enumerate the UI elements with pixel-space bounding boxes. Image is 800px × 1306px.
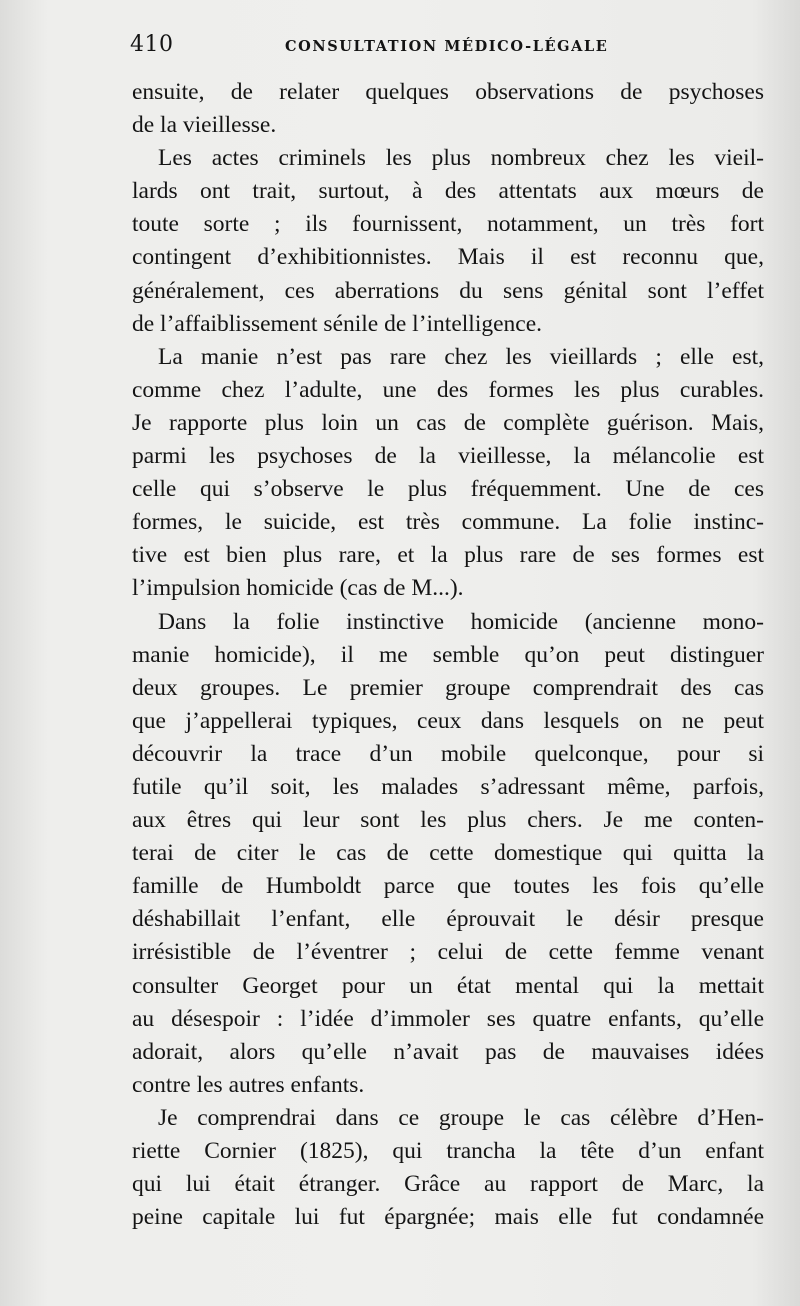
text-line: toute sorte ; ils fournissent, notamment, un très fort xyxy=(132,211,764,238)
text-line: que j’appellerai typiques, ceux dans lesquels on ne peut xyxy=(132,707,764,734)
text-line: qui lui était étranger. Grâce au rapport de Marc, la xyxy=(132,1171,764,1198)
text-line: Dans la folie instinctive homicide (ancienne mono- xyxy=(158,608,764,635)
text-line: généralement, ces aberrations du sens génital sont l’effet xyxy=(132,277,764,304)
text-line: de la vieillesse. xyxy=(132,112,277,139)
text-line: l’impulsion homicide (cas de M...). xyxy=(132,575,464,602)
page-number: 410 xyxy=(130,32,174,57)
text-line: aux êtres qui leur sont les plus chers. Je me conten- xyxy=(132,807,764,834)
text-line: découvrir la trace d’un mobile quelconque, pour si xyxy=(132,740,764,767)
text-line: futile qu’il soit, les malades s’adressant même, parfois, xyxy=(132,773,764,800)
text-line: ensuite, de relater quelques observations de psychoses xyxy=(132,79,764,105)
text-line: contre les autres enfants. xyxy=(132,1071,365,1098)
text-line: tive est bien plus rare, et la plus rare de ses formes est xyxy=(132,542,764,569)
text-line: parmi les psychoses de la vieillesse, la mélancolie est xyxy=(132,443,764,470)
text-line: lards ont trait, surtout, à des attentats aux mœurs de xyxy=(132,178,764,205)
text-line: comme chez l’adulte, une des formes les plus curables. xyxy=(132,376,764,403)
body-text xyxy=(132,76,764,1234)
text-line: peine capitale lui fut épargnée; mais elle fut condamnée xyxy=(132,1204,764,1231)
text-line: adorait, alors qu’elle n’avait pas de mauvaises idées xyxy=(132,1038,764,1065)
text-line: celle qui s’observe le plus fréquemment. Une de ces xyxy=(132,476,764,503)
text-line: formes, le suicide, est très commune. La folie instinc- xyxy=(132,509,764,536)
text-line: irrésistible de l’éventrer ; celui de cette femme venant xyxy=(132,939,764,966)
text-line: Je comprendrai dans ce groupe le cas célèbre d’Hen- xyxy=(158,1104,764,1131)
text-line: consulter Georget pour un état mental qui la mettait xyxy=(132,972,764,999)
text-line: deux groupes. Le premier groupe comprendrait des cas xyxy=(132,674,764,701)
text-line: au désespoir : l’idée d’immoler ses quatre enfants, qu’elle xyxy=(132,1005,764,1032)
text-line: riette Cornier (1825), qui trancha la tête d’un enfant xyxy=(132,1138,764,1164)
text-line: Je rapporte plus loin un cas de complète guérison. Mais, xyxy=(132,409,764,436)
text-line: manie homicide), il me semble qu’on peut distinguer xyxy=(132,641,764,668)
text-line: déshabillait l’enfant, elle éprouvait le désir presque xyxy=(132,906,764,933)
page-header xyxy=(130,32,770,62)
text-line: La manie n’est pas rare chez les vieillards ; elle est, xyxy=(158,343,764,370)
text-line: terai de citer le cas de cette domestique qui quitta la xyxy=(132,840,764,867)
text-line: de l’affaiblissement sénile de l’intelligence. xyxy=(132,310,543,337)
text-line: famille de Humboldt parce que toutes les fois qu’elle xyxy=(132,873,764,900)
running-head: CONSULTATION MÉDICO-LÉGALE xyxy=(285,38,609,55)
text-line: contingent d’exhibitionnistes. Mais il est reconnu que, xyxy=(132,244,764,271)
text-line: Les actes criminels les plus nombreux chez les vieil- xyxy=(158,145,764,172)
